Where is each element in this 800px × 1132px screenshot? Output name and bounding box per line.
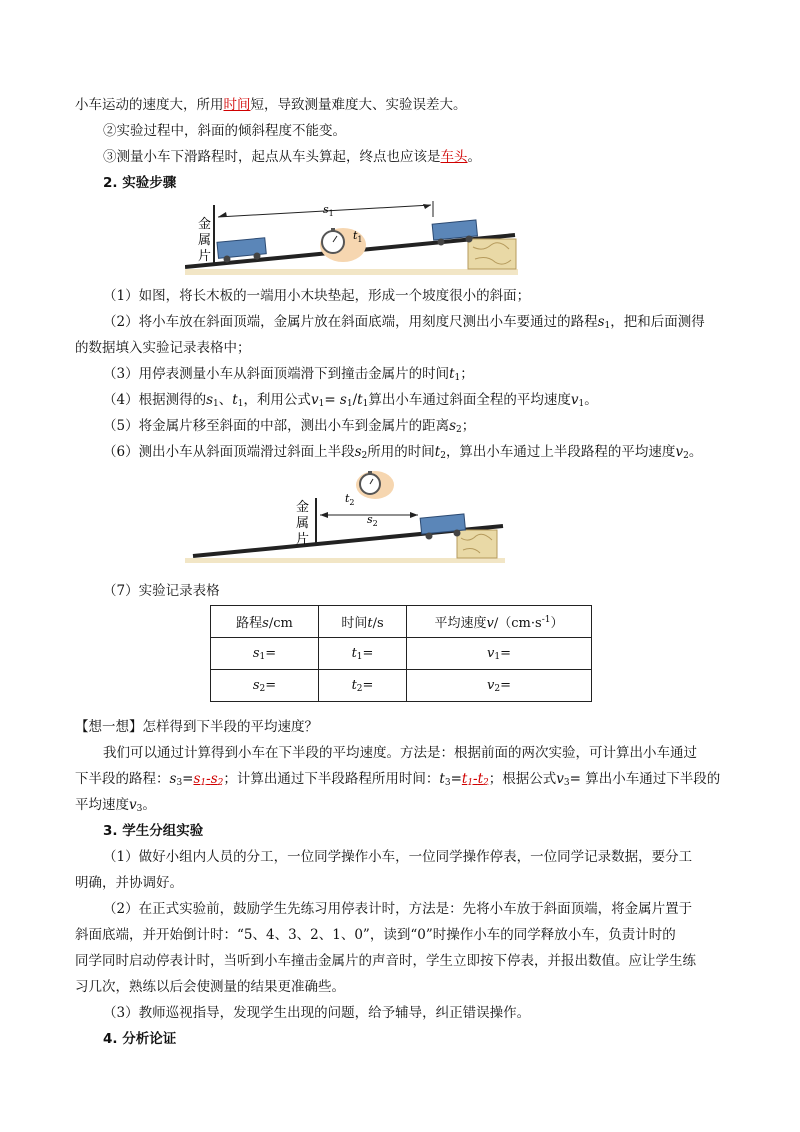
step-2-continued: 的数据填入实验记录表格中； <box>75 340 251 356</box>
table-cell: $t_2=$ <box>319 670 407 702</box>
heading-group-experiment: 3. 学生分组实验 <box>103 823 204 839</box>
label-t2: $t_2$ <box>345 492 355 507</box>
svg-text:片: 片 <box>198 249 212 264</box>
step-2: （2）将小车放在斜面顶端，金属片放在斜面底端，用刻度尺测出小车要通过的路程$s_1$，把和后面测得 <box>103 314 705 331</box>
table-row <box>211 638 592 670</box>
group-step-3: （3）教师巡视指导，发现学生出现的问题，给予辅导，纠正错误操作。 <box>103 1005 531 1021</box>
heading-analysis: 4. 分析论证 <box>103 1031 177 1047</box>
step-3: （3）用停表测量小车从斜面顶端滑下到撞击金属片的时间$t_1$； <box>103 366 474 383</box>
stopwatch-icon <box>320 228 366 262</box>
header-time: 时间t/s <box>319 606 407 638</box>
step-7: （7）实验记录表格 <box>103 583 220 599</box>
label-s1: $s_1$ <box>323 203 334 218</box>
group-step-2-line-4: 习几次，熟练以后会使测量的结果更准确些。 <box>75 979 345 995</box>
paragraph-speed-note: 小车运动的速度大，所用时间短，导致测量难度大、实验误差大。 <box>75 97 467 113</box>
stopwatch-icon <box>356 471 394 499</box>
step-1: （1）如图，将长木板的一端用小木块垫起，形成一个坡度很小的斜面； <box>103 288 531 304</box>
wood-block <box>468 239 516 269</box>
record-table <box>210 605 592 702</box>
think-answer-line-3: 平均速度$v_3$。 <box>75 797 156 814</box>
paragraph-note-2: ②实验过程中，斜面的倾斜程度不能变。 <box>103 123 346 139</box>
cart-bottom <box>217 238 266 263</box>
metal-plate-label: 金 <box>198 217 212 232</box>
step-5: （5）将金属片移至斜面的中部，测出小车到金属片的距离$s_2$； <box>103 418 476 435</box>
think-answer-line-1: 我们可以通过计算得到小车在下半段的平均速度。方法是：根据前面的两次实验，可计算出小车通过 <box>103 745 697 761</box>
step-4: （4）根据测得的$s_1$、$t_1$，利用公式$v_1= s_1/t_1$算出小车通过斜面全程的平均速度$v_1$。 <box>103 392 598 409</box>
table-header-row <box>211 606 592 638</box>
table-row <box>211 670 592 702</box>
wood-block <box>457 530 497 558</box>
step-6: （6）测出小车从斜面顶端滑过斜面上半段$s_2$所用的时间$t_2$，算出小车通过上半段路程的平均速度$v_2$。 <box>103 444 703 461</box>
think-answer-line-2: 下半段的路程：$s_3=s_1-s_2$；计算出通过下半段路程所用时间：$t_3=t_1-t_2$；根据公式$v_3=$ 算出小车通过下半段的 <box>75 771 721 788</box>
label-s2: $s_2$ <box>367 513 378 528</box>
svg-text:片: 片 <box>296 532 310 547</box>
answer-blank-s3: $s_1-s_2$ <box>193 771 224 788</box>
group-step-2: （2）在正式实验前，鼓励学生先练习用停表计时，方法是：先将小车放于斜面顶端，将金属片置于 <box>103 901 693 917</box>
answer-blank-time: 时间 <box>223 97 251 113</box>
label-t1: $t_1$ <box>353 229 363 244</box>
group-step-2-line-3: 同学同时启动停表计时，当听到小车撞击金属片的声音时，学生立即按下停表，并报出数值。应让学生练 <box>75 953 696 969</box>
table-cell: $s_2=$ <box>211 670 319 702</box>
metal-plate-label: 金 <box>296 500 310 515</box>
table-cell: $s_1=$ <box>211 638 319 670</box>
header-speed: 平均速度$v/(cm\cdot s^{-1})$ <box>407 606 592 638</box>
answer-blank-front: 车头 <box>440 149 468 165</box>
incline-figure-2 <box>185 468 515 568</box>
cart-top <box>420 514 465 540</box>
group-step-1: （1）做好小组内人员的分工，一位同学操作小车，一位同学操作停表，一位同学记录数据，要分工 <box>103 849 693 865</box>
table-cell: $t_1=$ <box>319 638 407 670</box>
group-step-2-line-2: 斜面底端，并开始倒计时：“5、4、3、2、1、0”，读到“0”时操作小车的同学释放小车，负责计时的 <box>75 927 676 943</box>
answer-blank-t3: $t_1-t_2$ <box>461 771 489 788</box>
paragraph-note-3: ③测量小车下滑路程时，起点从车头算起，终点也应该是车头。 <box>103 149 481 165</box>
table-cell: $v_2=$ <box>407 670 592 702</box>
svg-text:属: 属 <box>198 233 212 248</box>
heading-experiment-steps: 2. 实验步骤 <box>103 175 177 191</box>
table-cell: $v_1=$ <box>407 638 592 670</box>
header-distance: 路程s/cm <box>211 606 319 638</box>
svg-text:属: 属 <box>296 516 310 531</box>
think-question: 【想一想】怎样得到下半段的平均速度？ <box>75 719 318 735</box>
incline-figure-1 <box>185 197 525 282</box>
group-step-1-continued: 明确，并协调好。 <box>75 875 183 891</box>
